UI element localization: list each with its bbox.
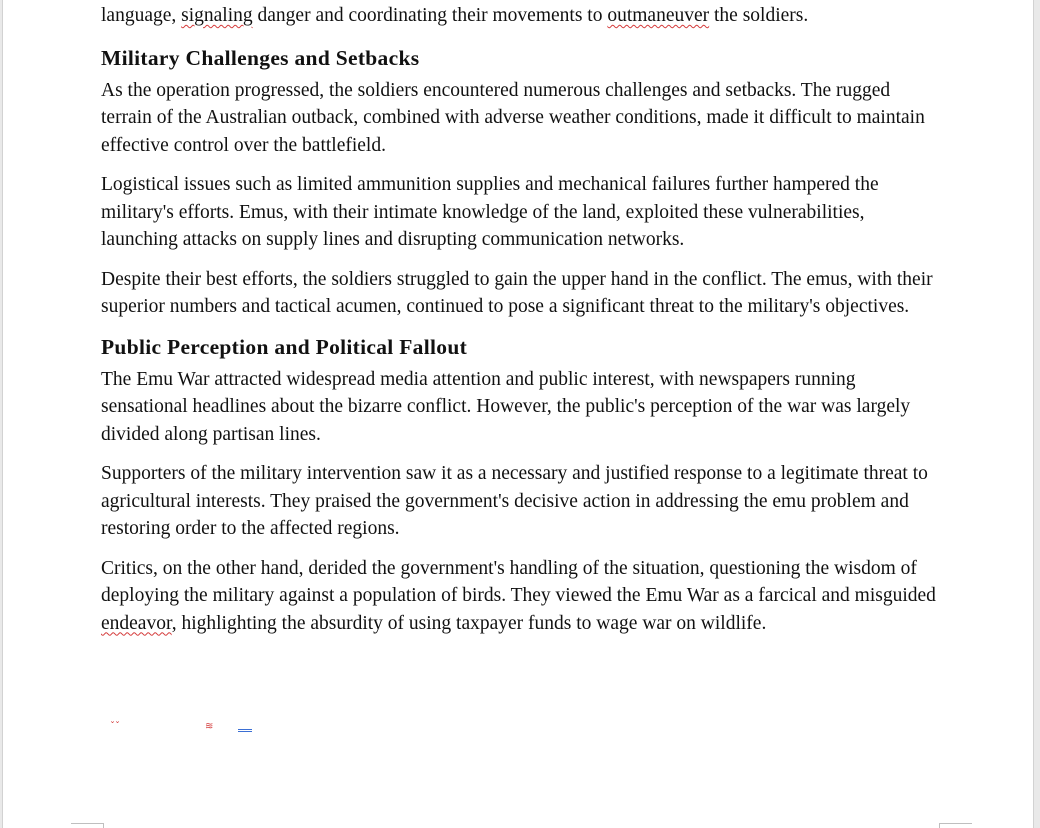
paragraph: Despite their best efforts, the soldiers struggled to gain the upper hand in the conflict. The emus, with their superior numbers and tactical acumen, continued to pose a significant threat to the military's objectives. [101, 268, 933, 317]
spelling-squiggle-icon[interactable]: ≋ [205, 721, 214, 732]
grammar-mark-icon[interactable] [238, 729, 252, 732]
page-corner-marker-left [71, 823, 104, 828]
paragraph: As the operation progressed, the soldiers encountered numerous challenges and setbacks. The rugged terrain of the Australian outback, combined with adverse weather conditions, made it difficult to maintain effective control over the battlefield. [101, 79, 925, 156]
page-corner-marker-right [939, 823, 972, 828]
heading-public-perception: Public Perception and Political Fallout [101, 334, 468, 359]
paragraph-critics: Critics, on the other hand, derided the government's handling of the situation, questioning the wisdom of deploying the military against a population of birds. They viewed the Emu War as a farcical and misguided endeavor, highlighting the absurdity of using taxpayer funds to wage war on wildlife. [101, 557, 936, 634]
paragraph: Supporters of the military intervention saw it as a necessary and justified response to a legitimate threat to agricultural interests. They praised the government's decisive action in addressing the emu problem and restoring order to the affected regions. [101, 463, 928, 539]
paragraph-intro-tail: language, signaling danger and coordinating their movements to outmaneuver the soldiers. [101, 5, 809, 26]
document-page[interactable] [2, 0, 1034, 828]
paragraph: The Emu War attracted widespread media attention and public interest, with newspapers running sensational headlines about the bizarre conflict. However, the public's perception of the war was largely divided along partisan lines. [101, 368, 911, 445]
document-body[interactable] [101, 2, 939, 649]
paragraph: Logistical issues such as limited ammunition supplies and mechanical failures further hampered the military's efforts. Emus, with their intimate knowledge of the land, exploited these vulnerabilities, launching attacks on supply lines and disrupting communication networks. [101, 174, 879, 250]
heading-military-challenges: Military Challenges and Setbacks [101, 45, 420, 70]
misspelled-word-outmaneuver[interactable]: outmaneuver [607, 5, 710, 26]
misspelled-word-endeavor[interactable]: endeavor [101, 612, 172, 634]
spelling-mark-icon[interactable]: ˇˇ [110, 721, 120, 732]
misspelled-word-signaling[interactable]: signaling [181, 5, 253, 26]
